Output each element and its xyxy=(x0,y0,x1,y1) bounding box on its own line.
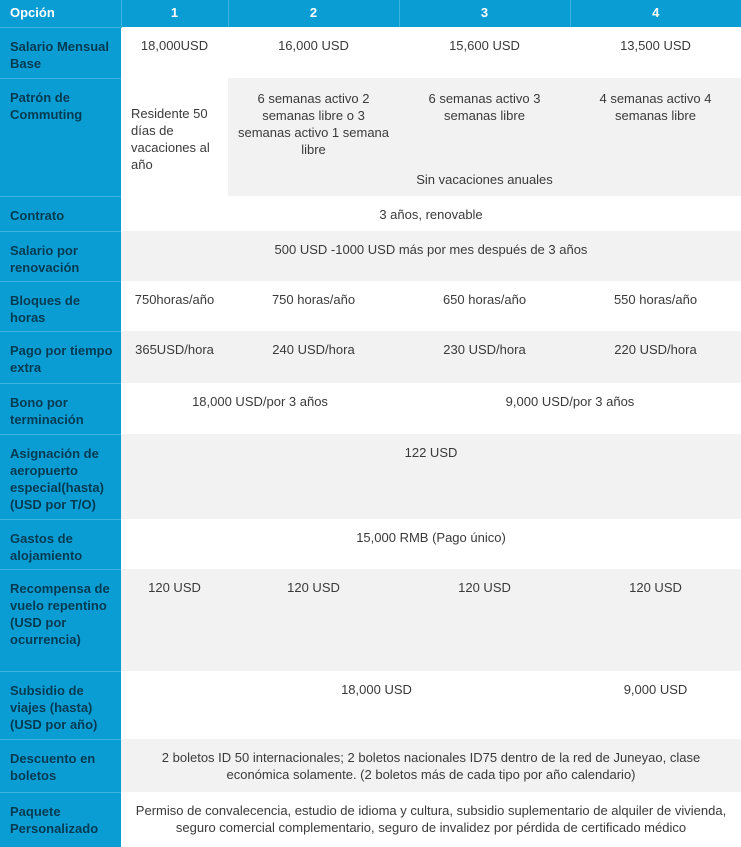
cell-value: 18,000USD xyxy=(121,27,228,78)
cell-value: 9,000 USD/por 3 años xyxy=(399,383,741,434)
cell-value: 18,000 USD/por 3 años xyxy=(121,383,399,434)
header-option-label: Opción xyxy=(0,0,121,27)
row-label: Bono por terminación xyxy=(0,383,121,434)
header-option-3: 3 xyxy=(399,0,570,27)
row-bloques xyxy=(0,281,741,331)
row-salario-base xyxy=(0,27,741,78)
row-boletos xyxy=(0,739,741,792)
row-label: Contrato xyxy=(0,196,121,231)
cell-value: 18,000 USD xyxy=(121,671,570,739)
cell-value: Permiso de convalecencia, estudio de idioma y cultura, subsidio suplementario de alquiler de vivienda, seguro comercial complementario, seguro de invalidez por pérdida de certificado médico xyxy=(121,792,741,847)
header-option-4: 4 xyxy=(570,0,741,27)
cell-value: 750horas/año xyxy=(121,281,228,331)
cell-value: 365USD/hora xyxy=(121,331,228,383)
row-alojamiento xyxy=(0,519,741,569)
cell-value: 4 semanas activo 4 semanas libre xyxy=(570,78,741,163)
cell-value: 6 semanas activo 3 semanas libre xyxy=(399,78,570,163)
row-aeropuerto xyxy=(0,434,741,519)
cell-value: 650 horas/año xyxy=(399,281,570,331)
cell-value: 6 semanas activo 2 semanas libre o 3 semanas activo 1 semana libre xyxy=(228,78,399,163)
cell-value: 750 horas/año xyxy=(228,281,399,331)
cell-value: 13,500 USD xyxy=(570,27,741,78)
header-option-1: 1 xyxy=(121,0,228,27)
cell-value: 9,000 USD xyxy=(570,671,741,739)
cell-value: 16,000 USD xyxy=(228,27,399,78)
row-contrato xyxy=(0,196,741,231)
cell-value: 120 USD xyxy=(399,569,570,671)
cell-value: 122 USD xyxy=(121,434,741,519)
cell-value: 240 USD/hora xyxy=(228,331,399,383)
row-label: Salario Mensual Base xyxy=(0,27,121,78)
header-option-2: 2 xyxy=(228,0,399,27)
row-label: Subsidio de viajes (hasta) (USD por año) xyxy=(0,671,121,739)
cell-value: 550 horas/año xyxy=(570,281,741,331)
cell-value: 120 USD xyxy=(570,569,741,671)
cell-value: 3 años, renovable xyxy=(121,196,741,231)
row-label: Recompensa de vuelo repentino (USD por ocurrencia) xyxy=(0,569,121,671)
row-terminacion xyxy=(0,383,741,434)
row-label: Gastos de alojamiento xyxy=(0,519,121,569)
row-paquete xyxy=(0,792,741,847)
cell-value: 15,000 RMB (Pago único) xyxy=(121,519,741,569)
row-label: Pago por tiempo extra xyxy=(0,331,121,383)
cell-value: 120 USD xyxy=(228,569,399,671)
row-label: Salario por renovación xyxy=(0,231,121,281)
cell-value: 230 USD/hora xyxy=(399,331,570,383)
cell-value: 220 USD/hora xyxy=(570,331,741,383)
row-viajes xyxy=(0,671,741,739)
row-label: Patrón de Commuting xyxy=(0,78,121,196)
row-renovacion xyxy=(0,231,741,281)
cell-value: 500 USD -1000 USD más por mes después de 3 años xyxy=(121,231,741,281)
row-vuelo-repentino xyxy=(0,569,741,671)
row-label: Bloques de horas xyxy=(0,281,121,331)
cell-value: Sin vacaciones anuales xyxy=(228,163,741,196)
row-label: Asignación de aeropuerto especial(hasta) (USD por T/O) xyxy=(0,434,121,519)
row-commuting xyxy=(0,78,741,163)
row-tiempo-extra xyxy=(0,331,741,383)
row-label: Descuento en boletos xyxy=(0,739,121,792)
row-label: Paquete Personalizado xyxy=(0,792,121,847)
cell-value: 120 USD xyxy=(121,569,228,671)
header-row xyxy=(0,0,741,27)
cell-value: Residente 50 días de vacaciones al año xyxy=(121,78,228,196)
cell-value: 2 boletos ID 50 internacionales; 2 boletos nacionales ID75 dentro de la red de Juneyao, clase económica solamente. (2 boletos más de cada tipo por año calendario) xyxy=(121,739,741,792)
cell-value: 15,600 USD xyxy=(399,27,570,78)
